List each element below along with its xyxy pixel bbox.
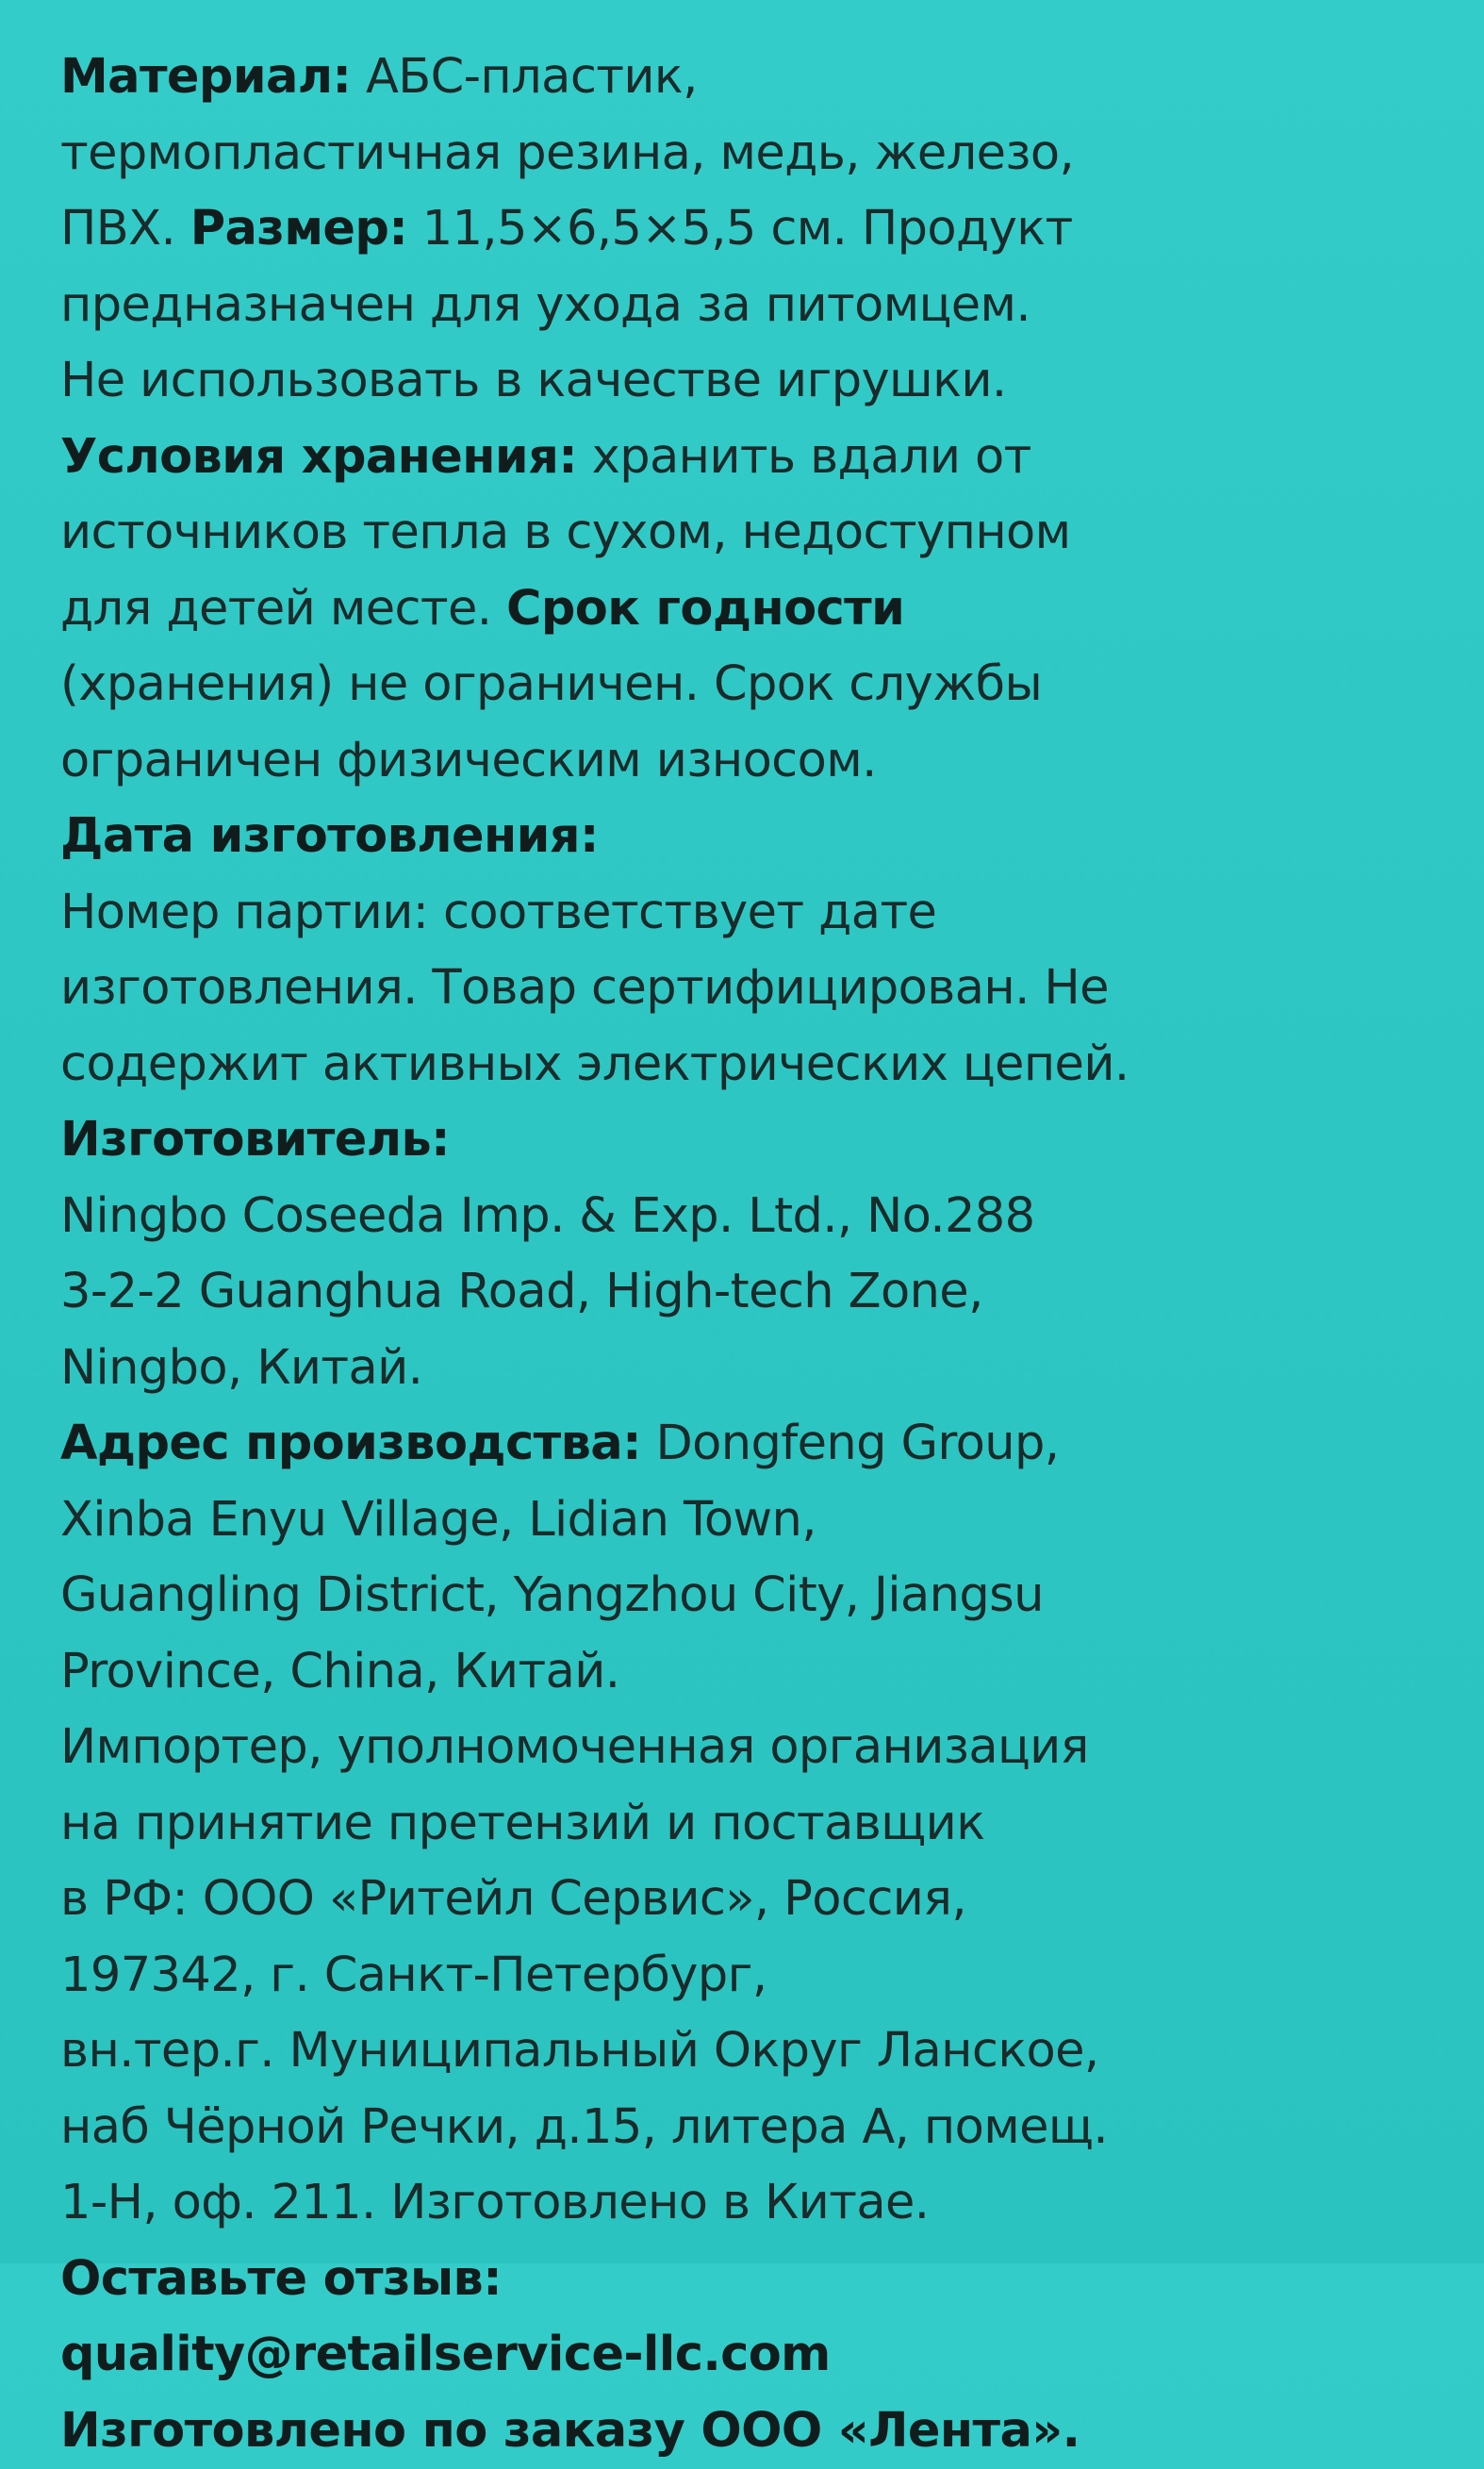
label-line — [60, 1406, 1446, 1483]
label-line — [60, 723, 1446, 800]
label-heading-text: Дата изготовления: — [60, 808, 599, 864]
label-body-text: ограничен физическим износом. — [60, 733, 877, 788]
label-line — [60, 2013, 1446, 2090]
label-line — [60, 2394, 1446, 2469]
label-line — [60, 951, 1446, 1027]
label-line — [60, 2165, 1446, 2242]
label-line — [60, 1862, 1446, 1938]
label-body-text: Ningbo, Китай. — [60, 1340, 422, 1396]
label-line — [60, 1102, 1446, 1179]
label-body-text: изготовления. Товар сертифицирован. Не — [60, 960, 1109, 1016]
label-line — [60, 2317, 1446, 2394]
label-heading-text: Срок годности — [506, 581, 904, 637]
label-line — [60, 572, 1446, 648]
label-heading-text: Оставьте отзыв: — [60, 2251, 502, 2307]
label-line — [60, 799, 1446, 875]
label-body-text: Ningbo Coseeda Imp. & Exp. Ltd., No.288 — [60, 1188, 1035, 1244]
label-heading-text: Условия хранения: — [60, 429, 577, 485]
label-line — [60, 1710, 1446, 1786]
label-body-text: АБС-пластик, — [351, 49, 697, 105]
label-line — [60, 1027, 1446, 1103]
label-body-text: 1-Н, оф. 211. Изготовлено в Китае. — [60, 2175, 929, 2230]
label-line — [60, 1786, 1446, 1863]
label-line — [60, 420, 1446, 496]
label-body-text: в РФ: ООО «Ритейл Сервис», Россия, — [60, 1871, 966, 1927]
label-body-text: наб Чёрной Речки, д.15, литера А, помещ. — [60, 2099, 1108, 2155]
label-heading-text: Адрес производства: — [60, 1416, 641, 1471]
label-line — [60, 1483, 1446, 1559]
label-body-text: Xinba Enyu Village, Lidian Town, — [60, 1492, 816, 1548]
label-heading-text: quality@retailservice-llc.com — [60, 2327, 831, 2382]
label-body-text: содержит активных электрических цепей. — [60, 1036, 1129, 1092]
label-line — [60, 1179, 1446, 1255]
label-line — [60, 268, 1446, 344]
label-line — [60, 1254, 1446, 1331]
label-line — [60, 1938, 1446, 2014]
label-body-text: 11,5×6,5×5,5 см. Продукт — [407, 201, 1072, 257]
label-body-text: Province, China, Китай. — [60, 1644, 619, 1699]
label-line — [60, 191, 1446, 268]
label-body-text: предназначен для ухода за питомцем. — [60, 277, 1031, 333]
label-body-text: Импортер, уполномоченная организация — [60, 1719, 1089, 1775]
label-line — [60, 343, 1446, 420]
label-line — [60, 495, 1446, 572]
label-heading-text: Изготовитель: — [60, 1112, 450, 1168]
label-body-text: вн.тер.г. Муниципальный Округ Ланское, — [60, 2023, 1099, 2079]
label-line — [60, 2242, 1446, 2318]
label-line — [60, 1634, 1446, 1711]
label-body-text: Guangling District, Yangzhou City, Jiangsu — [60, 1567, 1044, 1623]
label-body-text: (хранения) не ограничен. Срок службы — [60, 656, 1042, 712]
label-body-text: источников тепла в сухом, недоступном — [60, 505, 1071, 560]
label-heading-text: Материал: — [60, 49, 351, 105]
label-line — [60, 40, 1446, 116]
label-body-text: 197342, г. Санкт-Петербург, — [60, 1947, 767, 2003]
label-line — [60, 116, 1446, 192]
label-body-text: термопластичная резина, медь, железо, — [60, 125, 1074, 181]
label-body-text: хранить вдали от — [577, 429, 1031, 485]
label-heading-text: Размер: — [190, 201, 407, 257]
label-body-text: 3-2-2 Guanghua Road, High-tech Zone, — [60, 1264, 983, 1319]
label-body-text: для детей месте. — [60, 581, 506, 637]
label-body-text: Не использовать в качестве игрушки. — [60, 353, 1006, 408]
label-line — [60, 647, 1446, 723]
label-line — [60, 1331, 1446, 1407]
label-body-text: на принятие претензий и поставщик — [60, 1796, 984, 1851]
label-line — [60, 1558, 1446, 1634]
label-heading-text: Изготовлено по заказу ООО «Лента». — [60, 2403, 1080, 2459]
label-body-text: ПВХ. — [60, 201, 190, 257]
label-body-text: Dongfeng Group, — [641, 1416, 1060, 1471]
label-line — [60, 2090, 1446, 2166]
label-line — [60, 875, 1446, 952]
label-body-text: Номер партии: соответствует дате — [60, 885, 936, 940]
